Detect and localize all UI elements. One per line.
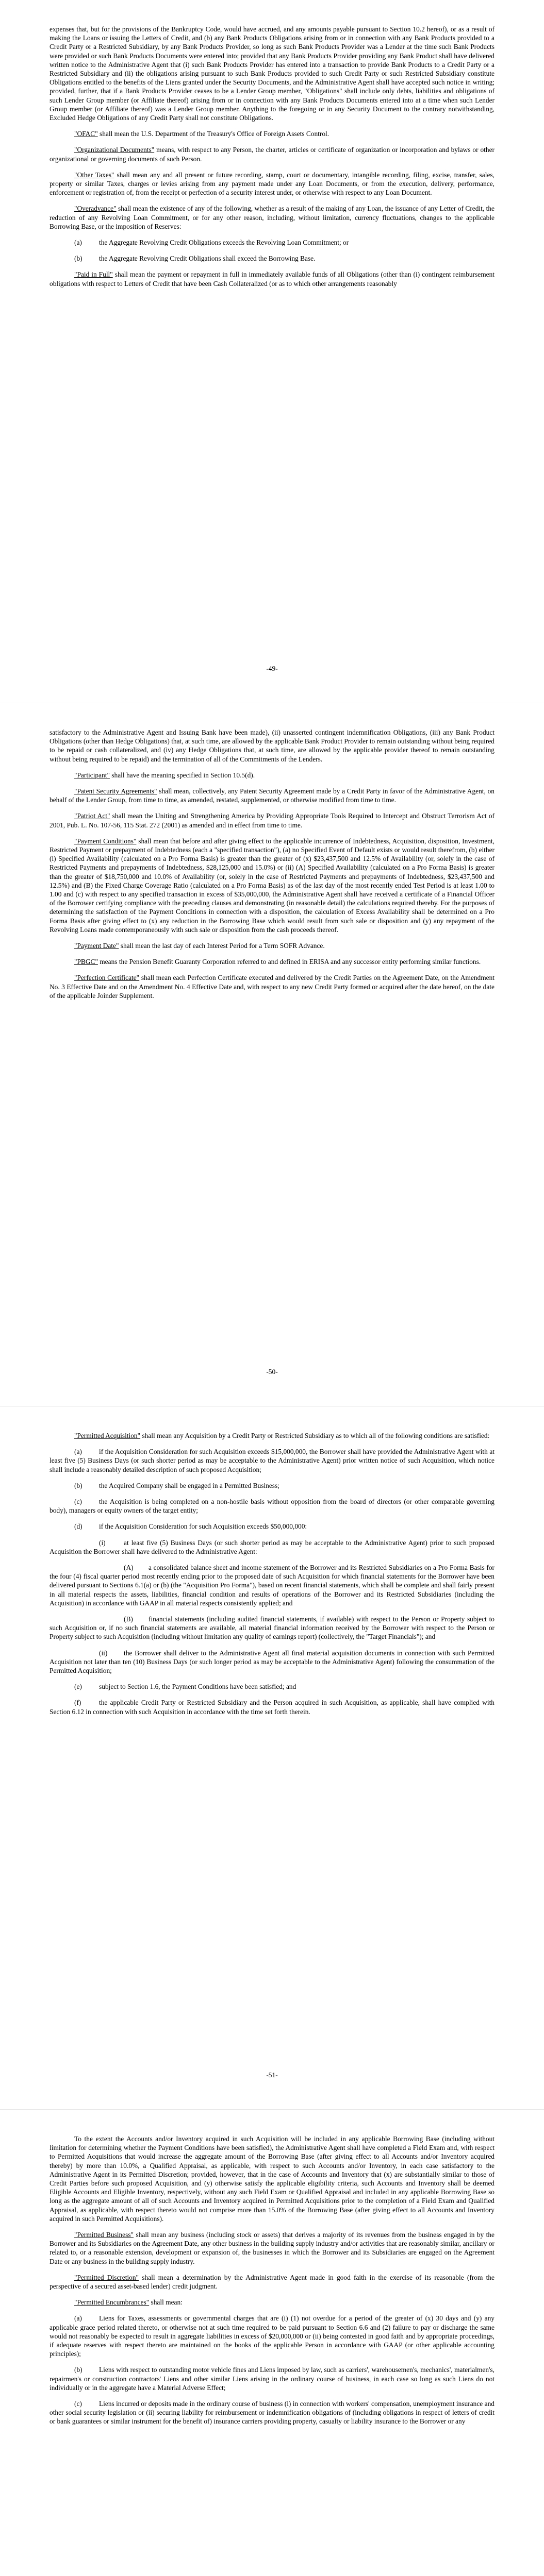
document-page-52 <box>0 2110 544 2576</box>
overadvance-clause-b: (b) the Aggregate Revolving Credit Obligations shall exceed the Borrowing Base. <box>74 255 316 263</box>
term-other-taxes: "Other Taxes" <box>74 171 114 179</box>
definition-permitted-encumbrances: "Permitted Encumbrances" shall mean: <box>74 2298 183 2307</box>
page-number: -51- <box>266 2071 278 2079</box>
term-pbgc: "PBGC" <box>74 958 98 966</box>
permitted-acquisition-clause-a: (a) if the Acquisition Consideration for such Acquisition exceeds $15,000,000, the Borrower shall have provided the Administrative Agent with at least five (5) Business Days (or such shorter period as may be acceptable to the Administrative Agent) prior written notice of such Acquisition, which notice shall include a reasonably detailed description of such proposed Acquisition; <box>50 1448 494 1473</box>
term-perfection-certificate: "Perfection Certificate" <box>74 974 140 982</box>
term-patriot-act: "Patriot Act" <box>74 812 110 820</box>
definition-pbgc: "PBGC" means the Pension Benefit Guaranty Corporation referred to and defined in ERISA and any successor entity performing similar functions. <box>74 958 481 966</box>
page-number: -50- <box>266 1368 278 1376</box>
term-permitted-discretion: "Permitted Discretion" <box>74 2273 139 2281</box>
definition-patriot-act: "Patriot Act" shall mean the Uniting and Strengthening America by Providing Appropriate Tools Required to Intercept and Obstruct Terrorism Act of 2001, Pub. L. No. 107-56, 115 Stat. 272 (2001) as amended and in effect from time to time. <box>50 812 494 829</box>
term-ofac: "OFAC" <box>74 130 98 138</box>
definition-permitted-business: "Permitted Business" shall mean any business (including stock or assets) that derives a majority of its revenues from the business engaged in by the Borrower and its Subsidiaries on the Agreement Date, any other business in the building supply industry and/or activities that are reasonably similar, ancillary or related to, or a reasonable extension, development or expansion of, the businesses in which the Borrower and its Subsidiaries are engaged on the Agreement Date or any business in the building supply industry. <box>50 2231 494 2265</box>
term-organizational-documents: "Organizational Documents" <box>74 146 155 154</box>
definition-overadvance: "Overadvance" shall mean the existence of any of the following, whether as a result of the making of any Loan, the issuance of any Letter of Credit, the reduction of any Revolving Loan Commitment, or for any other reason, including, without limitation, currency fluctuations, changes to the applicable Borrowing Base, or the imposition of Reserves: <box>50 205 494 230</box>
definition-patent-security-agreements: "Patent Security Agreements" shall mean, collectively, any Patent Security Agreement made by a Credit Party in favor of the Administrative Agent, on behalf of the Lender Group, from time to time, as amended, restated, supplemented, or otherwise modified from time to time. <box>50 787 494 804</box>
permitted-acquisition-clause-d-ii: (ii) the Borrower shall deliver to the Administrative Agent all final material acquisition documents in connection with such Permitted Acquisition not later than ten (10) Business Days (or such longer period as may be acceptable to the Administrative Agent) following the consummation of the Permitted Acquisition; <box>50 1649 494 1675</box>
permitted-acquisition-clause-d-i-a: (A) a consolidated balance sheet and income statement of the Borrower and its Restricted Subsidiaries on a Pro Forma Basis for the four (4) fiscal quarter period most recently ending prior to the proposed date of such Acquisition for which financial statements for the Borrower have been delivered pursuant to Sections 6.1(a) or (b) (the "Acquisition Pro Forma"), based on recent financial statements, which shall be complete and shall fairly present in all material respects the assets, liabilities, financial condition and results of operations of the Borrower and its Restricted Subsidiaries (including the Acquisition) in accordance with GAAP in all material respects consistently applied; and <box>50 1564 494 1607</box>
page-number: -49- <box>266 665 278 672</box>
term-overadvance: "Overadvance" <box>74 205 117 213</box>
paid-in-full-continuation: satisfactory to the Administrative Agent and Issuing Bank have been made), (ii) unasserted contingent indemnification Obligations, (iii) any Bank Product Obligations (other than Hedge Obligations) that, at such time, are allowed by the applicable Bank Product Provider to remain outstanding without being required to be repaid or cash collateralized, and (iv) any Hedge Obligations that, at such time, are allowed by the applicable provider thereof to remain outstanding without being required to be repaid) and the termination of all of the Commitments of the Lenders. <box>50 728 494 763</box>
permitted-encumbrances-clause-c: (c) Liens incurred or deposits made in the ordinary course of business (i) in connection with workers' compensation, unemployment insurance and other social security legislation or (ii) securing liability for reimbursement or indemnification obligations of (including obligations in respect of letters of credit or bank guarantees or similar instrument for the benefit of) insurance carriers providing property, casualty or liability insurance to the Borrower or any <box>50 2400 494 2426</box>
term-permitted-business: "Permitted Business" <box>74 2231 134 2239</box>
term-payment-date: "Payment Date" <box>74 942 119 950</box>
definition-other-taxes: "Other Taxes" shall mean any and all present or future recording, stamp, court or documentary, intangible recording, filing, excise, transfer, sales, property or similar Taxes, charges or levies arising from any payment made under any Loan Documents, or from the execution, delivery, performance, enforcement or registration of, from the receipt or perfection of a security interest under, or otherwise with respect to any Loan Document. <box>50 171 494 197</box>
permitted-acquisition-borrowing-base-paragraph: To the extent the Accounts and/or Inventory acquired in such Acquisition will be included in any applicable Borrowing Base (including without limitation for determining whether the Payment Conditions have been satisfied), the Administrative Agent shall have completed a Field Exam and, with respect to Permitted Acquisitions that would increase the aggregate amount of the Borrowing Base (after giving effect to all Accounts and/or Inventory acquired thereby) by more than 10.0%, a Qualified Appraisal, as applicable, with respect to such Accounts and/or Inventory, in each case satisfactory to the Administrative Agent in its Permitted Discretion; provided, however, that in the case of Accounts and Inventory that (x) are substantially similar to those of Credit Parties before such proposed Acquisition, and (y) otherwise satisfy the applicable eligibility criteria, such Accounts and Inventory shall be deemed Eligible Accounts and Eligible Inventory, respectively, without any such Field Exam or Qualified Appraisal and included in any applicable Borrowing Base so long as the aggregate amount of all of such Accounts and Inventory acquired in Permitted Acquisitions prior to the completion of a Field Exam and Qualified Appraisal, as applicable, with respect thereto would not comprise more than 15.0% of the Borrowing Base (after giving effect to all Accounts and Inventory acquired in such Permitted Acquisitions). <box>50 2135 494 2223</box>
definition-permitted-acquisition: "Permitted Acquisition" shall mean any Acquisition by a Credit Party or Restricted Subsidiary as to which all of the following conditions are satisfied: <box>74 1432 490 1439</box>
definition-organizational-documents: "Organizational Documents" means, with respect to any Person, the charter, articles or certificate of organization or incorporation and bylaws or other organizational or governing documents of such Person. <box>50 146 494 163</box>
permitted-acquisition-clause-d-i: (i) at least five (5) Business Days (or such shorter period as may be acceptable to the Administrative Agent) prior to such proposed Acquisition the Borrower shall have delivered to the Administrative Agent: <box>50 1538 494 1555</box>
obligations-continuation: expenses that, but for the provisions of the Bankruptcy Code, would have accrued, and any amounts payable pursuant to Section 10.2 hereof), or as a result of making the Loans or issuing the Letters of Credit, and (b) any Bank Products Obligations arising from or in connection with any Bank Products provided to a Credit Party or a Restricted Subsidiary, by any Bank Products Provider, so long as such Bank Products Provider was a Lender at the time such Bank Products were provided or such Bank Products Documents were entered into; provided that any Bank Products Provider providing any Bank Product shall have delivered written notice to the Administrative Agent that (i) such Bank Products Provider has entered into a transaction to provide Bank Products to a Credit Party or a Restricted Subsidiary and (ii) the obligations arising pursuant to such Bank Products provided to such Credit Party or such Restricted Subsidiary constitute Obligations entitled to the benefits of the Liens granted under the Security Documents, and the Administrative Agent shall have accepted such notice in writing; provided, further, that if a Bank Products Provider ceases to be a Lender Group member, "Obligations" shall include only debts, liabilities and obligations of such Lender Group member (or Affiliate thereof) arising from or in connection with any Bank Products Documents entered into at a time when such Lender Group member (or Affiliate thereof) was a Lender Group member. Anything to the foregoing or in any Security Document to the contrary notwithstanding, Excluded Hedge Obligations of any Credit Party shall not constitute Obligations. <box>50 25 494 122</box>
definition-payment-date: "Payment Date" shall mean the last day of each Interest Period for a Term SOFR Advance. <box>74 942 325 950</box>
term-payment-conditions: "Payment Conditions" <box>74 837 137 845</box>
document-page-50 <box>0 703 544 1406</box>
definition-permitted-discretion: "Permitted Discretion" shall mean a determination by the Administrative Agent made in good faith in the exercise of its reasonable (from the perspective of a secured asset-based lender) credit judgment. <box>50 2273 494 2291</box>
document-page-49 <box>0 0 544 703</box>
document-page-51 <box>0 1406 544 2110</box>
definition-ofac: "OFAC" shall mean the U.S. Department of the Treasury's Office of Foreign Assets Control. <box>74 130 329 138</box>
term-paid-in-full: "Paid in Full" <box>74 270 113 279</box>
term-permitted-acquisition: "Permitted Acquisition" <box>74 1432 141 1439</box>
permitted-acquisition-clause-c: (c) the Acquisition is being completed on a non-hostile basis without opposition from the board of directors (or other comparable governing body), managers or equity owners of the target entity; <box>50 1498 494 1515</box>
definition-paid-in-full: "Paid in Full" shall mean the payment or repayment in full in immediately available funds of all Obligations (other than (i) contingent reimbursement obligations with respect to Letters of Credit that have been Cash Collateralized (or as to which other arrangements reasonably <box>50 270 494 287</box>
permitted-encumbrances-clause-a: (a) Liens for Taxes, assessments or governmental charges that are (i) (1) not overdue for a period of the greater of (x) 30 days and (y) any applicable grace period related thereto, or otherwise not at such time required to be paid pursuant to Section 6.6 and (2) failure to pay or discharge the same would not reasonably be expected to result in aggregate liabilities in excess of $20,000,000 or (ii) being contested in good faith and by appropriate proceedings, if adequate reserves with respect thereto are maintained on the books of the applicable Person in accordance with GAAP (or other applicable accounting principles); <box>50 2314 494 2358</box>
term-permitted-encumbrances: "Permitted Encumbrances" <box>74 2298 150 2307</box>
definition-payment-conditions: "Payment Conditions" shall mean that before and after giving effect to the applicable incurrence of Indebtedness, Acquisition, disposition, Investment, Restricted Payment or prepayment of Indebtedness (each a "specified transaction"), (a) no Specified Event of Default exists or would result therefrom, (b) either (i) Specified Availability (calculated on a Pro Forma Basis) is greater than the greater of (x) $23,437,500 and 12.5% of Availability (or, solely in the case of Restricted Payments and prepayments of Indebtedness, $28,125,000 and 15.0%) or (ii) (A) Specified Availability (calculated on a Pro Forma Basis) is greater than the greater of $18,750,000 and 10.0% of Availability (or, solely in the case of Restricted Payments and prepayments of Indebtedness, $23,437,500 and 12.5%) and (B) the Fixed Charge Coverage Ratio (calculated on a Pro Forma Basis) as of the last day of the most recently ended Test Period is at least 1.00 to 1.00 and (c) with respect to any specified transaction in excess of $35,000,000, the Administrative Agent shall have received a certificate of a Financial Officer of the Borrower certifying compliance with the preceding clauses and demonstrating (in reasonable detail) the calculations required thereby. For the purposes of determining the satisfaction of the Payment Conditions in connection with a disposition, the calculation of Excess Availability shall be determined on a Pro Forma Basis after giving effect to (x) any reduction in the Borrowing Base which would result from such sale or disposition and (y) any repayment of the Revolving Loans made contemporaneously with such sale or disposition from the cash proceeds thereof. <box>50 837 495 934</box>
permitted-acquisition-clause-f: (f) the applicable Credit Party or Restricted Subsidiary and the Person acquired in such Acquisition, as applicable, shall have complied with Section 6.12 in connection with such Acquisition in accordance with the time set forth therein. <box>50 1699 494 1716</box>
overadvance-clause-a: (a) the Aggregate Revolving Credit Obligations exceeds the Revolving Loan Commitment; or <box>74 239 349 247</box>
permitted-acquisition-clause-e: (e) subject to Section 1.6, the Payment Conditions have been satisfied; and <box>74 1683 296 1691</box>
definition-perfection-certificate: "Perfection Certificate" shall mean each Perfection Certificate executed and delivered by the Credit Parties on the Agreement Date, on the Amendment No. 3 Effective Date and on the Amendment No. 4 Effective Date and, with respect to any new Credit Party formed or acquired after the date hereof, on the date of the applicable Joinder Supplement. <box>50 974 494 999</box>
permitted-acquisition-clause-b: (b) the Acquired Company shall be engaged in a Permitted Business; <box>74 1481 279 1489</box>
permitted-encumbrances-clause-b: (b) Liens with respect to outstanding motor vehicle fines and Liens imposed by law, such as carriers', warehousemen's, mechanics', materialmen's, repairmen's or construction contractors' Liens and other similar Liens arising in the ordinary course of business, in each case so long as such Liens do not individually or in the aggregate have a Material Adverse Effect; <box>50 2366 494 2392</box>
term-participant: "Participant" <box>74 771 110 779</box>
permitted-acquisition-clause-d: (d) if the Acquisition Consideration for such Acquisition exceeds $50,000,000: <box>74 1522 307 1531</box>
definition-participant: "Participant" shall have the meaning specified in Section 10.5(d). <box>74 771 255 779</box>
term-patent-security-agreements: "Patent Security Agreements" <box>74 787 157 795</box>
permitted-acquisition-clause-d-i-b: (B) financial statements (including audited financial statements, if available) with respect to the Person or Property subject to such Acquisition or, if no such financial statements are available, all material financial information received by the Borrower with respect to the Person or Property subject to such Acquisition (including without limitation any quality of earnings report) (collectively, the "Target Financials"); and <box>50 1615 494 1641</box>
